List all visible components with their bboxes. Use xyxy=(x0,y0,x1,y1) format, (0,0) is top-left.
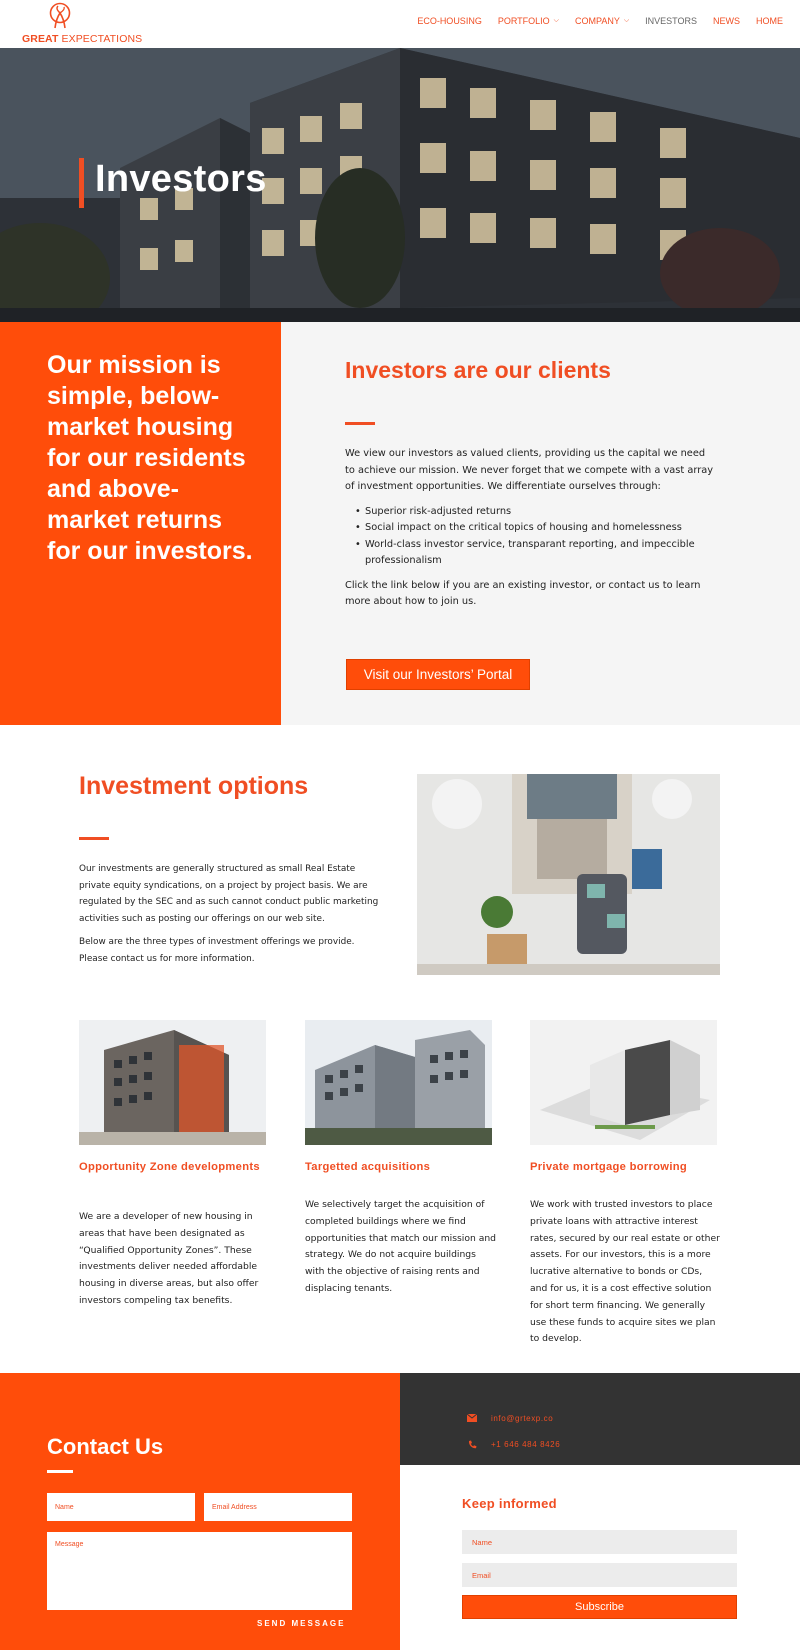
contact-divider xyxy=(47,1470,73,1473)
bullet-item: • Social impact on the critical topics of housing and homelessness xyxy=(355,520,715,537)
clients-heading: Investors are our clients xyxy=(345,357,611,383)
chevron-down-icon: ⌵ xyxy=(553,17,559,24)
nav-company[interactable]: COMPANY ⌵ xyxy=(574,16,630,26)
card-title-acquisitions: Targetted acquisitions xyxy=(305,1161,431,1173)
acquisition-image xyxy=(305,1020,492,1145)
clients-outro: Click the link below if you are an existing investor, or contact us to learn more about how to join us. xyxy=(345,579,701,607)
clients-panel xyxy=(281,322,800,725)
nav-portfolio[interactable]: PORTFOLIO ⌵ xyxy=(497,16,559,26)
contact-info-bar xyxy=(400,1373,800,1465)
contact-form-section xyxy=(0,1373,400,1650)
hero-accent-bar xyxy=(79,158,84,208)
contact-heading: Contact Us xyxy=(47,1434,164,1459)
interior-photo xyxy=(417,774,720,975)
contact-email[interactable]: info@grtexp.co xyxy=(491,1413,554,1423)
clients-intro: We view our investors as valued clients, providing us the capital we need to achieve our mission. We never forget that we compete with a vast array of investment opportunities. We differentiate ourselves through: xyxy=(345,448,714,492)
site-header xyxy=(0,0,800,48)
contact-phone-row[interactable] xyxy=(467,1439,560,1449)
contact-message-textarea[interactable]: Message xyxy=(47,1532,352,1610)
investors-portal-button[interactable]: Visit our Investors’ Portal xyxy=(346,659,530,690)
investment-options-body xyxy=(79,861,379,974)
logo[interactable] xyxy=(22,2,144,46)
card-body-mortgage: We work with trusted investors to place private loans with attractive interest rates, secured by our real estate or other assets. For our investors, this is a more lucrative alternative to bonds or CDs, and for us, it is a cost effective solution for short term financing. We generally use these funds to acquire sites we plan to develop. xyxy=(530,1199,720,1345)
contact-email-row[interactable] xyxy=(467,1413,553,1423)
card-title-mortgage: Private mortgage borrowing xyxy=(530,1161,687,1173)
options-paragraph: Below are the three types of investment offerings we provide. Please contact us for more information. xyxy=(79,937,355,964)
card-body-opportunity-zone: We are a developer of new housing in areas that have been designated as “Qualified Opportunity Zones”. These investments deliver needed affordable housing in diverse areas, but also offer investors compeling tax benefits. xyxy=(79,1211,259,1306)
nav-news[interactable]: NEWS xyxy=(713,16,740,26)
subscribe-button[interactable]: Subscribe xyxy=(462,1595,737,1619)
hero-banner xyxy=(0,48,800,322)
options-paragraph: Our investments are generally structured as small Real Estate private equity syndications, on a project by project basis. We are regulated by the SEC and as such cannot conduct public marketing activities such as posting our offerings on our web site. xyxy=(79,864,379,924)
newsletter-name-input[interactable]: Name xyxy=(462,1530,737,1554)
contact-phone[interactable]: +1 646 484 8426 xyxy=(491,1439,561,1449)
clients-bullets xyxy=(355,504,715,570)
mission-panel xyxy=(0,322,281,725)
chevron-down-icon: ⌵ xyxy=(623,17,630,24)
investment-options-heading: Investment options xyxy=(79,772,309,800)
clients-body xyxy=(345,446,715,619)
nav-eco-housing[interactable]: ECO-HOUSING xyxy=(417,16,482,26)
contact-name-input[interactable]: Name xyxy=(47,1493,195,1521)
contact-email-input[interactable]: Email Address xyxy=(204,1493,352,1521)
phone-icon xyxy=(467,1439,477,1449)
mortgage-image xyxy=(530,1020,717,1145)
bullet-item: • Superior risk-adjusted returns xyxy=(355,504,715,521)
envelope-icon xyxy=(467,1413,477,1423)
page-title: Investors xyxy=(95,158,267,200)
options-divider xyxy=(79,837,109,840)
mission-statement: Our mission is simple, below-market housing for our residents and above-market returns for our investors. xyxy=(47,351,253,565)
clients-divider xyxy=(345,422,375,425)
send-message-button[interactable]: SEND MESSAGE xyxy=(257,1619,346,1628)
card-title-opportunity-zone: Opportunity Zone developments xyxy=(79,1161,260,1173)
main-nav xyxy=(417,16,783,26)
bullet-item: • World-class investor service, transparant reporting, and impeccible professionalism xyxy=(355,537,715,570)
opportunity-zone-image xyxy=(79,1020,266,1145)
newsletter-email-input[interactable]: Email xyxy=(462,1563,737,1587)
logo-wordmark: GREAT EXPECTATIONS xyxy=(22,33,143,45)
nav-investors[interactable]: INVESTORS xyxy=(645,16,697,26)
nav-home[interactable]: HOME xyxy=(756,16,783,26)
card-body-acquisitions: We selectively target the acquisition of completed buildings where we find opportunities that match our mission and strategy. We do not acquire buildings with the objective of raising rents and displacing tenants. xyxy=(305,1199,496,1294)
logo-tree-icon xyxy=(44,2,76,30)
newsletter-heading: Keep informed xyxy=(462,1496,557,1511)
